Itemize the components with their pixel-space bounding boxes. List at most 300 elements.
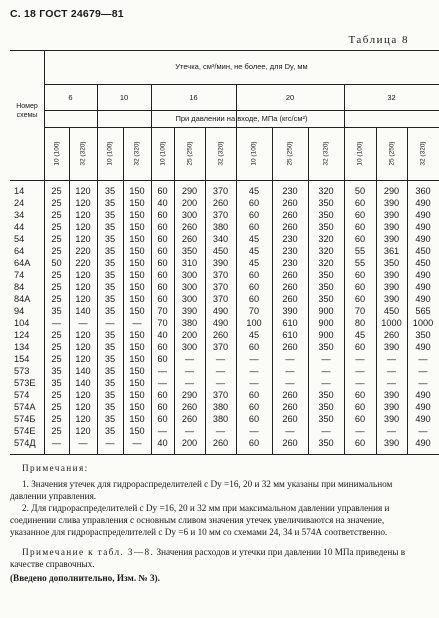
leak-value: 60: [157, 294, 168, 304]
scheme-number: 124: [14, 330, 30, 340]
leak-value: 370: [212, 342, 229, 352]
leak-value: —: [215, 354, 226, 364]
leak-value: —: [51, 438, 62, 448]
leak-value: —: [184, 366, 195, 376]
leak-value: 120: [75, 222, 91, 232]
leak-value: 50: [51, 258, 62, 268]
leak-value: 260: [282, 342, 298, 352]
dy-header-6: 6: [68, 93, 73, 102]
pressure-label: 32 (320): [419, 141, 427, 166]
leak-value: 45: [248, 246, 260, 256]
leak-value: —: [285, 366, 295, 376]
leak-value: 565: [415, 306, 431, 316]
leak-value: 260: [181, 414, 198, 424]
leak-value: 35: [51, 378, 62, 388]
leak-value: 260: [181, 222, 198, 232]
page-header: С. 18 ГОСТ 24679—81: [10, 8, 124, 20]
leak-value: 450: [415, 246, 431, 256]
leak-value: 490: [415, 402, 431, 412]
leak-value: 60: [157, 246, 168, 256]
scheme-number: 54: [14, 234, 25, 244]
leak-value: 60: [248, 438, 260, 448]
leak-value: 60: [354, 282, 366, 292]
scheme-number: 64: [14, 246, 25, 256]
leak-value: 150: [129, 414, 145, 424]
leak-value: —: [184, 354, 195, 364]
leak-value: —: [321, 366, 331, 376]
leak-value: 25: [51, 282, 62, 292]
leak-value: 361: [383, 246, 400, 256]
leak-value: 260: [282, 282, 298, 292]
scheme-number: 94: [14, 306, 25, 316]
leak-value: 60: [354, 210, 366, 220]
leak-value: 390: [181, 306, 198, 316]
leak-value: —: [321, 378, 331, 388]
leak-value: 120: [75, 402, 91, 412]
leak-value: 260: [282, 294, 298, 304]
leak-value: 150: [129, 246, 145, 256]
dy-header-16: 16: [189, 93, 198, 102]
note-1: 1. Значения утечек для гидрораспределителей с Dy =16, 20 и 32 мм указаны при минимальном давлении управления.: [10, 479, 393, 501]
leak-value: 35: [104, 378, 116, 388]
leak-value: 490: [415, 390, 431, 400]
leak-value: 25: [51, 186, 62, 196]
leak-value: 35: [104, 306, 116, 316]
leak-value: 35: [104, 270, 116, 280]
leak-value: 380: [212, 222, 229, 232]
scheme-number: 14: [14, 186, 25, 196]
leak-value: 60: [354, 438, 366, 448]
leak-value: —: [132, 438, 142, 448]
leak-value: 260: [282, 222, 298, 232]
leak-value: 120: [75, 414, 91, 424]
leak-value: 350: [318, 222, 334, 232]
leak-value: 490: [415, 294, 431, 304]
leak-value: 45: [248, 330, 260, 340]
pressure-label: 32 (320): [79, 141, 87, 166]
leak-value: —: [78, 318, 88, 328]
leak-value: 25: [51, 354, 62, 364]
leak-value: 900: [318, 318, 334, 328]
leak-value: 50: [354, 186, 366, 196]
leak-value: 100: [246, 318, 262, 328]
scheme-number: 84А: [14, 294, 31, 304]
scheme-number: 574Д: [14, 438, 36, 448]
leak-value: 120: [75, 390, 91, 400]
leak-value: 120: [75, 330, 91, 340]
leak-value: 25: [51, 210, 62, 220]
leak-value: 350: [181, 246, 198, 256]
leak-value: 370: [212, 210, 229, 220]
leak-value: —: [418, 426, 428, 436]
leak-value: 80: [354, 318, 366, 328]
scheme-number: 573Е: [14, 378, 36, 388]
leak-value: 390: [212, 258, 229, 268]
leak-value: 60: [248, 282, 260, 292]
leak-value: 70: [354, 306, 366, 316]
leak-value: —: [418, 378, 428, 388]
leak-value: 380: [212, 414, 229, 424]
table-hline: [10, 180, 439, 181]
leak-value: —: [386, 378, 397, 388]
leak-value: 120: [75, 186, 91, 196]
leak-value: 35: [104, 330, 116, 340]
leak-value: 350: [318, 282, 334, 292]
leak-value: 350: [318, 210, 334, 220]
leak-value: 60: [248, 414, 260, 424]
note-2: 2. Для гидрораспределителей с Dy =16, 20 и 32 мм при максимальном давлении управления и соединении слива управления с основным сливом значения утечек увеличиваются на значение, указанное для гидрораспределителей с Dy =6 и 10 мм со схемами 24, 34 и 574А соответственно.: [10, 503, 390, 537]
leak-value: 35: [104, 354, 116, 364]
leak-value: 60: [157, 342, 168, 352]
pressure-label: 10 (100): [356, 141, 364, 166]
leak-value: 150: [129, 306, 145, 316]
leak-value: 260: [282, 198, 298, 208]
leak-value: —: [285, 426, 295, 436]
leak-value: 390: [383, 294, 400, 304]
leak-value: 150: [129, 282, 145, 292]
pressure-label: 32 (320): [133, 141, 141, 166]
leak-value: —: [355, 354, 365, 364]
leak-value: 25: [51, 414, 62, 424]
leak-value: 35: [104, 222, 116, 232]
leak-value: 260: [181, 402, 198, 412]
leak-value: —: [105, 318, 115, 328]
pressure-label: 10 (100): [106, 141, 114, 166]
leak-value: 35: [104, 390, 116, 400]
leak-value: 35: [104, 198, 116, 208]
leak-value: 60: [248, 294, 260, 304]
leak-value: 490: [212, 318, 229, 328]
leak-value: 290: [383, 186, 400, 196]
leak-value: 25: [51, 246, 62, 256]
leak-value: 150: [129, 258, 145, 268]
leak-value: 490: [415, 222, 431, 232]
leak-header: Утечка, см³/мин, не более, для Dy, мм: [175, 62, 308, 71]
leak-value: 60: [248, 270, 260, 280]
leak-value: 35: [104, 234, 116, 244]
leak-value: 150: [129, 366, 145, 376]
leak-value: —: [285, 354, 295, 364]
notes-block: [10, 462, 419, 584]
leak-value: 45: [248, 258, 260, 268]
pressure-label: 10 (100): [53, 141, 60, 166]
leak-value: 390: [383, 414, 400, 424]
leak-value: 350: [318, 198, 334, 208]
leak-value: 490: [415, 198, 431, 208]
leak-value: 25: [51, 198, 62, 208]
leak-value: 340: [212, 234, 229, 244]
leak-value: 35: [51, 366, 62, 376]
table-hline: [44, 84, 439, 85]
leak-value: —: [249, 378, 259, 388]
leak-value: 60: [354, 294, 366, 304]
leak-value: 70: [157, 306, 168, 316]
leak-value: —: [355, 366, 365, 376]
leak-value: 35: [104, 402, 116, 412]
leak-value: —: [386, 354, 397, 364]
note-3-label: Примечание к табл. 3—8.: [22, 547, 155, 557]
leak-value: 350: [318, 402, 334, 412]
leak-value: —: [215, 426, 226, 436]
leak-value: 120: [75, 294, 91, 304]
leak-value: 60: [157, 222, 168, 232]
leak-value: 390: [383, 234, 400, 244]
row-header: Номер схемы: [16, 103, 38, 119]
leak-value: 150: [129, 270, 145, 280]
leak-value: 60: [354, 270, 366, 280]
leak-value: 490: [415, 438, 431, 448]
leak-value: 260: [282, 402, 298, 412]
scheme-number: 574А: [14, 402, 36, 412]
table-hline: [44, 110, 439, 111]
note-3: Значения расходов и утечки при давлении 10 МПа приведены в качестве справочных.: [10, 547, 406, 569]
leak-value: 380: [181, 318, 198, 328]
scheme-number: 44: [14, 222, 25, 232]
leak-value: —: [321, 426, 331, 436]
leak-value: 900: [318, 330, 334, 340]
leak-value: 150: [129, 330, 145, 340]
leak-value: 230: [282, 246, 298, 256]
leak-value: —: [215, 366, 226, 376]
leak-value: 60: [354, 414, 366, 424]
leak-value: 140: [75, 366, 91, 376]
leak-value: 60: [157, 210, 168, 220]
scheme-number: 74: [14, 270, 25, 280]
leak-value: 35: [104, 258, 116, 268]
table-hline: [44, 127, 439, 128]
leak-value: 60: [248, 390, 260, 400]
leak-value: 40: [157, 198, 168, 208]
leak-value: 35: [104, 282, 116, 292]
leak-value: 120: [75, 198, 91, 208]
leak-value: 35: [104, 210, 116, 220]
leak-value: 150: [129, 378, 145, 388]
leak-value: 150: [129, 294, 145, 304]
leak-value: 150: [129, 186, 145, 196]
leak-value: 200: [181, 438, 198, 448]
leak-value: 60: [157, 414, 168, 424]
leak-value: 35: [51, 306, 62, 316]
leak-value: —: [249, 354, 259, 364]
scheme-number: 24: [14, 198, 25, 208]
leak-value: 150: [129, 210, 145, 220]
leak-value: —: [418, 366, 428, 376]
table-hline: [10, 454, 439, 455]
leak-value: —: [386, 366, 397, 376]
leak-value: 35: [104, 426, 116, 436]
leak-value: —: [105, 438, 115, 448]
leak-value: 60: [248, 198, 260, 208]
leak-value: 60: [354, 234, 366, 244]
leak-value: 40: [157, 438, 168, 448]
leak-value: —: [418, 354, 428, 364]
leak-value: 300: [181, 270, 198, 280]
leak-value: 390: [282, 306, 298, 316]
note-4: (Введено дополнительно, Изм. № 3).: [10, 573, 160, 583]
leak-value: 490: [415, 342, 431, 352]
notes-title: Примечания:: [22, 463, 89, 473]
pressure-header: При давлении на входе, МПа (кгс/см²): [175, 114, 308, 123]
leak-value: 140: [75, 378, 91, 388]
leak-value: 350: [318, 270, 334, 280]
leak-value: 260: [282, 438, 298, 448]
leak-value: 350: [318, 294, 334, 304]
leak-value: 60: [157, 258, 168, 268]
pressure-label: 25 (250): [286, 141, 294, 166]
leak-value: 370: [212, 282, 229, 292]
leak-value: 390: [383, 342, 400, 352]
leak-value: 120: [75, 234, 91, 244]
leak-value: 25: [51, 330, 62, 340]
leak-value: 25: [51, 222, 62, 232]
leak-value: 350: [318, 342, 334, 352]
pressure-label: 10 (100): [250, 141, 258, 166]
leak-value: 390: [383, 222, 400, 232]
pressure-label: 32 (320): [217, 141, 224, 166]
leak-value: 60: [354, 198, 366, 208]
leak-value: —: [78, 438, 88, 448]
leak-value: 140: [75, 306, 91, 316]
leak-value: 350: [415, 330, 431, 340]
leak-value: 350: [318, 438, 334, 448]
leak-value: 350: [318, 390, 334, 400]
leak-value: 290: [181, 390, 198, 400]
leak-value: 370: [212, 270, 229, 280]
leak-value: 1000: [412, 318, 434, 328]
leak-value: 320: [318, 258, 334, 268]
leak-value: 150: [129, 390, 145, 400]
leak-value: 610: [282, 318, 298, 328]
leak-value: 490: [212, 306, 229, 316]
dy-header-32: 32: [387, 93, 396, 102]
leak-value: 45: [248, 234, 260, 244]
leak-value: 900: [318, 306, 334, 316]
leak-value: 35: [104, 342, 116, 352]
pressure-label: 25 (250): [186, 141, 193, 166]
leak-value: —: [249, 366, 259, 376]
leak-value: —: [157, 378, 168, 388]
leak-value: 260: [282, 414, 298, 424]
leak-value: 230: [282, 234, 298, 244]
leak-value: —: [355, 426, 365, 436]
leak-value: 320: [318, 246, 334, 256]
leak-value: 320: [318, 186, 334, 196]
scheme-number: 574: [14, 390, 30, 400]
leak-value: 60: [248, 222, 260, 232]
leak-value: —: [157, 366, 168, 376]
leak-value: 390: [383, 402, 400, 412]
leak-value: 120: [75, 426, 91, 436]
leak-value: 390: [383, 438, 400, 448]
scheme-number: 574Б: [14, 414, 36, 424]
leak-value: 60: [157, 282, 168, 292]
leak-value: 200: [181, 330, 198, 340]
leak-value: 390: [383, 282, 400, 292]
leak-value: 490: [415, 234, 431, 244]
scheme-number: 573: [14, 366, 30, 376]
leak-value: 260: [212, 438, 229, 448]
scheme-number: 34: [14, 210, 25, 220]
leak-value: 60: [354, 390, 366, 400]
leak-value: 120: [75, 282, 91, 292]
leak-value: —: [184, 378, 195, 388]
leak-value: —: [51, 318, 62, 328]
leak-value: 490: [415, 414, 431, 424]
leak-value: 260: [282, 390, 298, 400]
leak-value: —: [386, 426, 397, 436]
leak-value: 300: [181, 294, 198, 304]
leak-value: 60: [157, 270, 168, 280]
leak-value: 610: [282, 330, 298, 340]
pressure-label: 10 (100): [159, 141, 166, 166]
leak-value: 390: [383, 198, 400, 208]
leak-value: 25: [51, 402, 62, 412]
leak-value: 45: [248, 186, 260, 196]
leak-value: 25: [51, 342, 62, 352]
leak-value: 370: [212, 390, 229, 400]
leak-value: —: [215, 378, 226, 388]
scheme-number: 84: [14, 282, 25, 292]
leak-value: 25: [51, 294, 62, 304]
leak-value: 120: [75, 270, 91, 280]
leak-value: 230: [282, 258, 298, 268]
leak-value: 60: [157, 354, 168, 364]
leak-value: 25: [51, 426, 62, 436]
leak-value: 60: [354, 402, 366, 412]
leak-value: 260: [282, 210, 298, 220]
leak-value: 260: [383, 330, 400, 340]
leak-value: 450: [212, 246, 229, 256]
leak-value: 260: [282, 270, 298, 280]
pressure-label: 32 (320): [322, 141, 330, 166]
leak-value: 390: [383, 270, 400, 280]
leak-value: 60: [354, 342, 366, 352]
leak-value: 60: [157, 390, 168, 400]
leak-value: 260: [181, 234, 198, 244]
leak-value: 35: [104, 414, 116, 424]
leak-value: 1000: [381, 318, 402, 328]
leak-value: 60: [248, 342, 260, 352]
leak-value: 390: [383, 390, 400, 400]
leak-value: 60: [354, 222, 366, 232]
leak-value: 60: [248, 402, 260, 412]
leak-value: 25: [51, 390, 62, 400]
leak-value: 150: [129, 234, 145, 244]
pressure-label: 25 (250): [388, 141, 395, 166]
leak-value: 350: [318, 414, 334, 424]
leak-value: 350: [383, 258, 400, 268]
leak-value: —: [321, 354, 331, 364]
leak-value: 55: [354, 246, 366, 256]
leak-value: 60: [157, 402, 168, 412]
leak-value: 490: [415, 282, 431, 292]
leak-value: 35: [104, 294, 116, 304]
scheme-number: 64А: [14, 258, 31, 268]
leak-value: 450: [415, 258, 431, 268]
leak-value: 60: [248, 210, 260, 220]
leak-value: 450: [383, 306, 400, 316]
leak-value: 70: [248, 306, 260, 316]
leak-value: 150: [129, 402, 145, 412]
leak-value: 150: [129, 222, 145, 232]
leak-table: [10, 50, 434, 453]
leak-value: 25: [51, 270, 62, 280]
scheme-number: 154: [14, 354, 30, 364]
leak-value: 300: [181, 210, 198, 220]
dy-header-20: 20: [285, 93, 295, 102]
leak-value: 370: [212, 294, 229, 304]
leak-value: —: [355, 378, 365, 388]
